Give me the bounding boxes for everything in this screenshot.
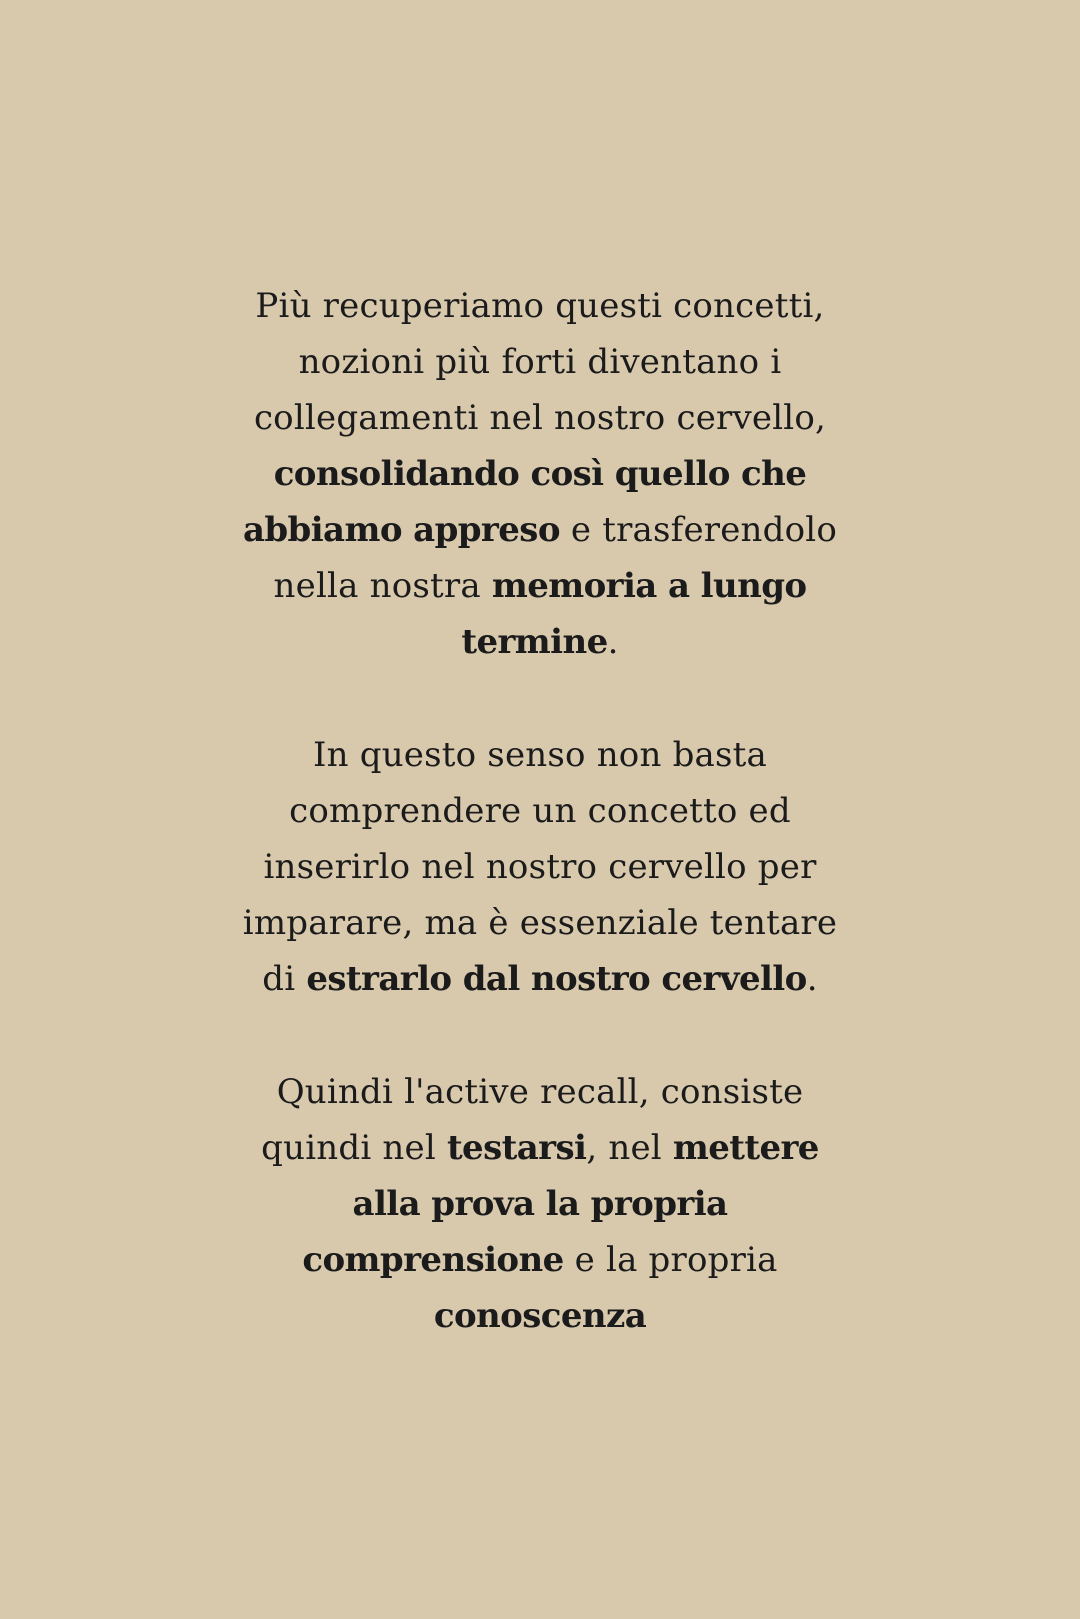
body-text: e la propria [563,1240,778,1280]
text-line [232,278,848,334]
body-text: quindi nel [261,1128,447,1168]
body-text: . [607,622,619,662]
body-text: e trasferendolo [559,510,838,550]
bold-text: alla prova la propria [352,1184,728,1224]
bold-text: comprensione [302,1240,564,1280]
text-line [232,895,848,951]
body-text: , nel [586,1128,673,1168]
text-line [232,1120,848,1176]
body-text: Quindi l'active recall, consiste [276,1072,804,1112]
paragraph-active-recall [232,1064,848,1344]
text-line [232,951,848,1007]
body-text: nella nostra [273,566,492,606]
text-line [232,334,848,390]
text-line [232,1176,848,1232]
text-line [232,727,848,783]
bold-text: conoscenza [433,1296,647,1336]
bold-text: estrarlo dal nostro cervello [306,959,807,999]
paragraph-retrieval [232,278,848,670]
body-text: inserirlo nel nostro cervello per [263,847,817,887]
body-text: di [262,959,307,999]
bold-text: mettere [672,1128,819,1168]
text-line [232,1232,848,1288]
bold-text: termine [461,622,608,662]
body-text: comprendere un concetto ed [289,791,791,831]
text-line [232,839,848,895]
body-text: . [806,959,818,999]
text-line [232,614,848,670]
bold-text: testarsi [446,1128,587,1168]
body-text: nozioni più forti diventano i [298,342,782,382]
text-line [232,446,848,502]
body-text: In questo senso non basta [313,735,767,775]
text-line [232,390,848,446]
text-line [232,502,848,558]
body-text: collegamenti nel nostro cervello, [253,398,827,438]
bold-text: memoria a lungo [491,566,807,606]
bold-text: abbiamo appreso [242,510,560,550]
bold-text: consolidando così quello che [273,454,807,494]
paragraph-extraction [232,727,848,1007]
text-line [232,783,848,839]
text-line [232,558,848,614]
text-line [232,1064,848,1120]
body-text: Più recuperiamo questi concetti, [255,286,825,326]
body-text: imparare, ma è essenziale tentare [242,903,838,943]
text-line [232,1288,848,1344]
